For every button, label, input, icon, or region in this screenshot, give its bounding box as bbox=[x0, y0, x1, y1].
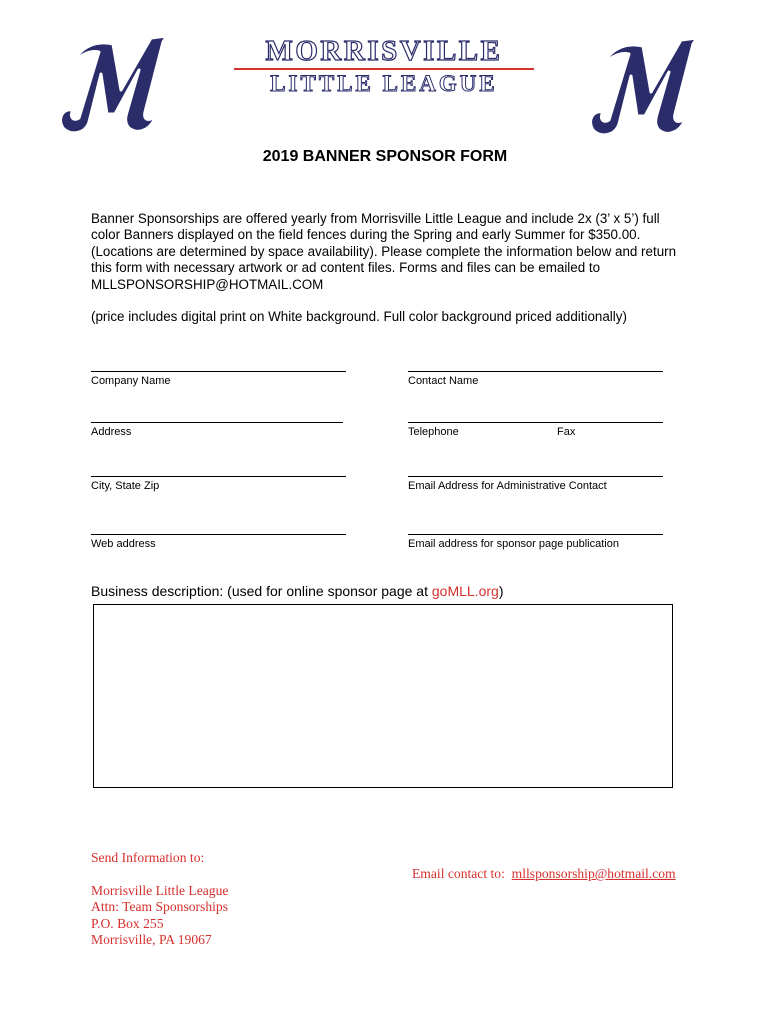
web-address-field[interactable] bbox=[91, 534, 346, 550]
city-state-zip-field[interactable] bbox=[91, 476, 346, 492]
city-state-zip-label: City, State Zip bbox=[91, 480, 160, 492]
contact-name-field[interactable] bbox=[408, 371, 663, 387]
email-admin-line[interactable] bbox=[408, 476, 663, 477]
business-description-text: Business description: (used for online sponsor page at bbox=[91, 583, 432, 599]
company-name-label: Company Name bbox=[91, 375, 171, 387]
m-logo-icon bbox=[585, 32, 700, 142]
org-masthead bbox=[228, 36, 540, 97]
contact-name-label: Contact Name bbox=[408, 375, 479, 387]
business-description-close: ) bbox=[498, 583, 504, 599]
price-note: (price includes digital print on White background. Full color background priced additionally) bbox=[91, 309, 627, 324]
web-address-label: Web address bbox=[91, 538, 156, 550]
web-address-line[interactable] bbox=[91, 534, 346, 535]
telephone-fax-line[interactable] bbox=[408, 422, 663, 423]
telephone-label: Telephone bbox=[408, 426, 459, 438]
mailing-address-line: Attn: Team Sponsorships bbox=[91, 899, 229, 915]
mailing-address-line: Morrisville, PA 19067 bbox=[91, 932, 212, 948]
fax-label: Fax bbox=[557, 426, 576, 438]
address-line[interactable] bbox=[91, 422, 343, 423]
email-publication-line[interactable] bbox=[408, 534, 663, 535]
email-admin-field[interactable] bbox=[408, 476, 663, 492]
address-field[interactable] bbox=[91, 422, 343, 438]
email-contact-link[interactable]: mllsponsorship@hotmail.com bbox=[511, 866, 676, 881]
company-name-field[interactable] bbox=[91, 371, 346, 387]
masthead-divider bbox=[234, 68, 534, 70]
address-label: Address bbox=[91, 426, 132, 438]
intro-paragraph: Banner Sponsorships are offered yearly from Morrisville Little League and include 2x (3’ x 5’) full color Banners displayed on the field fences during the Spring and early Summer for $350.00. (Locations are determined by space availability). Please complete the information below and return this form with necessary artwork or ad content files. Forms and files can be emailed to MLLSPONSORSHIP@HOTMAIL.COM bbox=[91, 211, 677, 292]
email-admin-label: Email Address for Administrative Contact bbox=[408, 480, 607, 492]
city-state-zip-line[interactable] bbox=[91, 476, 346, 477]
m-logo-icon bbox=[55, 30, 170, 140]
send-heading: Send Information to: bbox=[91, 850, 205, 865]
mailing-address-line: P.O. Box 255 bbox=[91, 915, 164, 931]
send-information-block bbox=[91, 850, 228, 949]
company-name-line[interactable] bbox=[91, 371, 346, 372]
page-title: 2019 BANNER SPONSOR FORM bbox=[262, 148, 508, 165]
business-description-label bbox=[91, 583, 503, 599]
email-contact bbox=[412, 866, 676, 882]
email-contact-label: Email contact to: bbox=[412, 866, 512, 881]
org-name-line1: MORRISVILLE bbox=[265, 35, 503, 67]
email-publication-field[interactable] bbox=[408, 534, 663, 550]
contact-name-line[interactable] bbox=[408, 371, 663, 372]
email-publication-label: Email address for sponsor page publication bbox=[408, 538, 619, 550]
gomll-link[interactable]: goMLL.org bbox=[431, 583, 499, 599]
business-description-box[interactable] bbox=[93, 604, 673, 788]
telephone-fax-field[interactable] bbox=[408, 422, 663, 438]
org-name-line2: LITTLE LEAGUE bbox=[270, 71, 498, 96]
telephone-label-row bbox=[408, 426, 663, 438]
mailing-address-line: Morrisville Little League bbox=[91, 882, 229, 898]
